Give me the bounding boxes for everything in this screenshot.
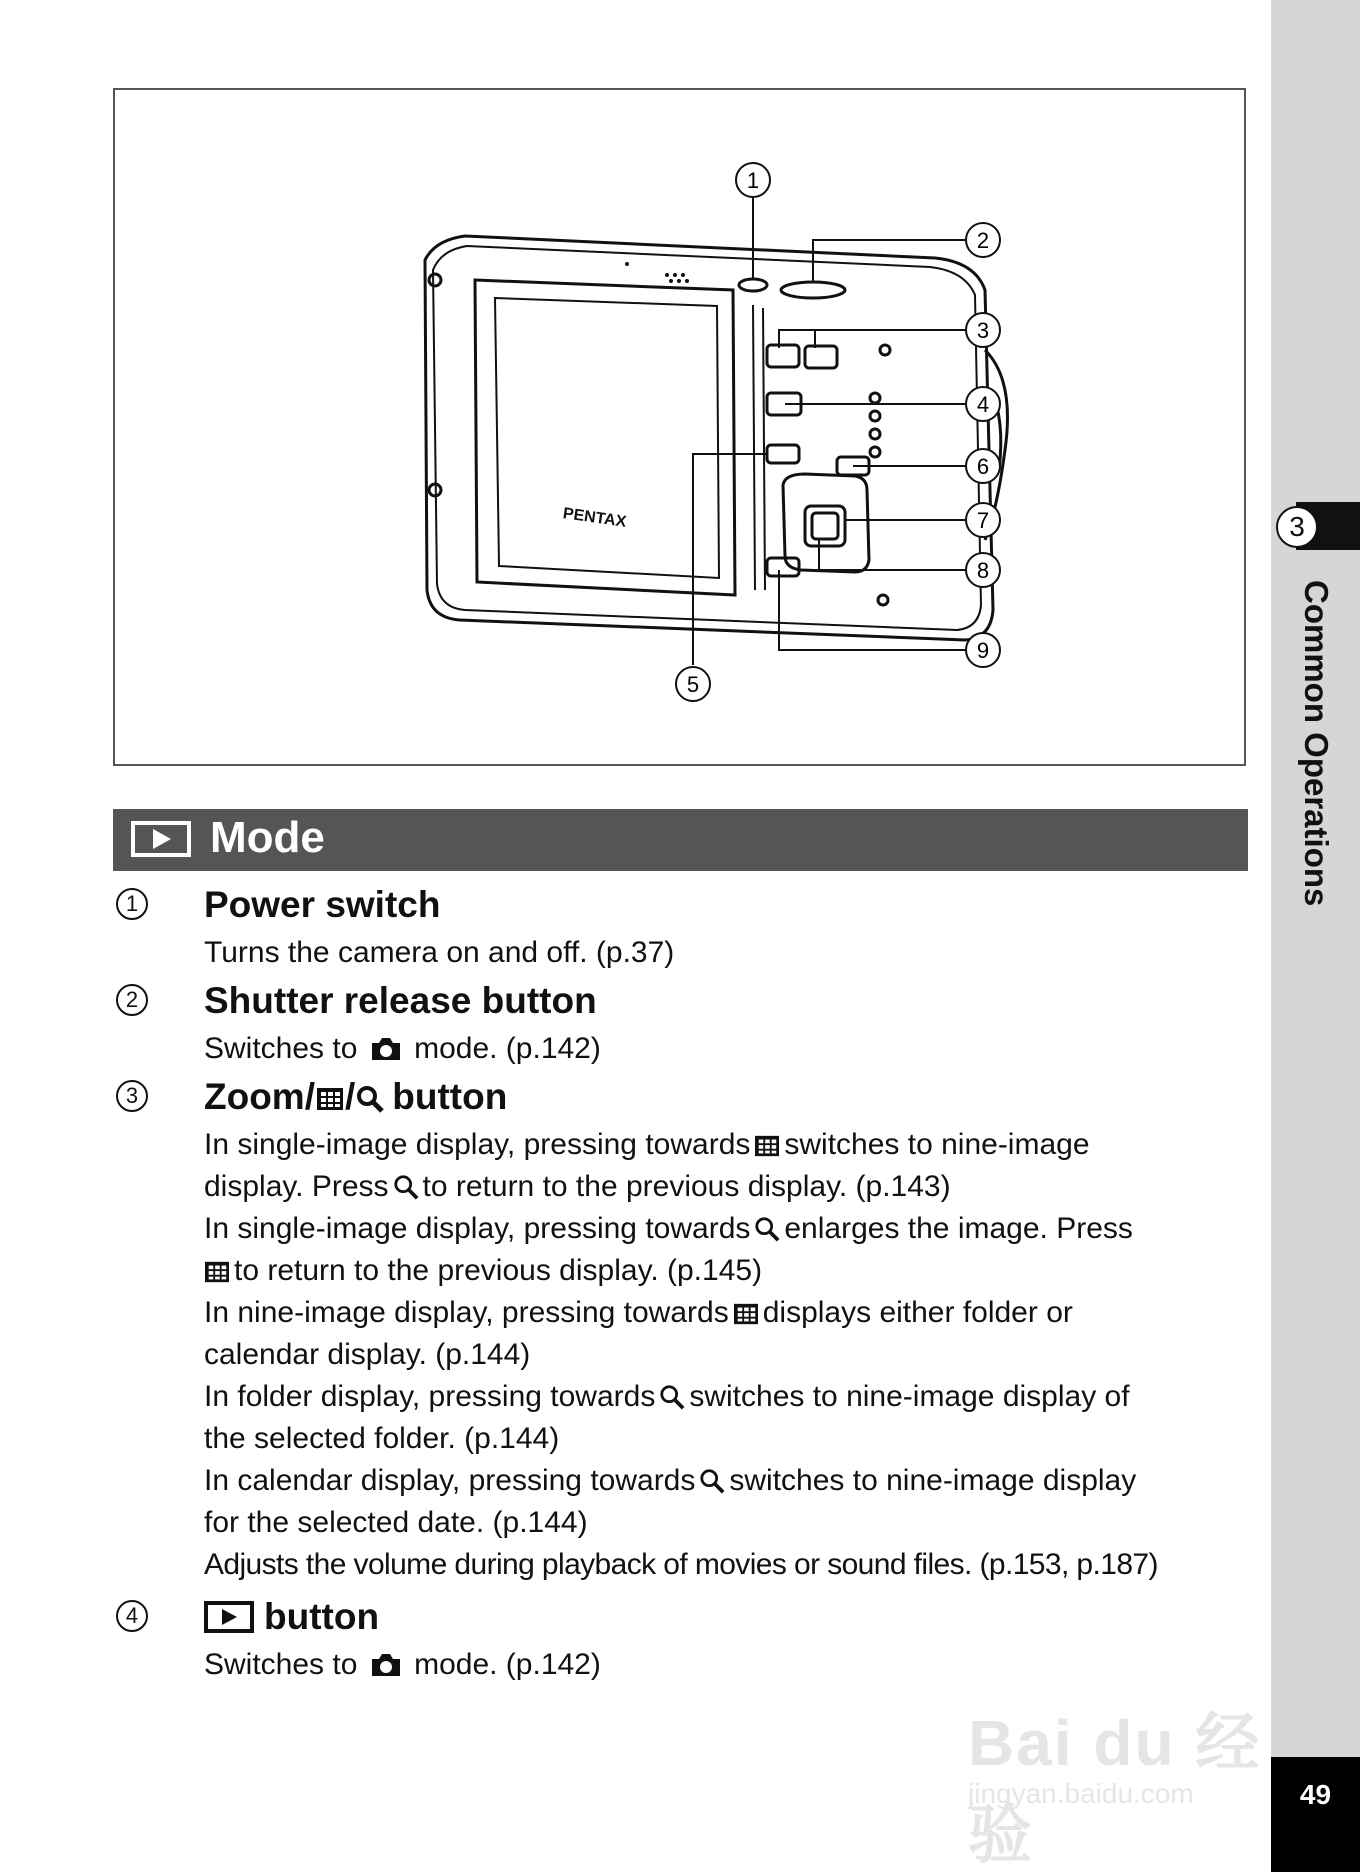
svg-text:8: 8 (976, 558, 990, 583)
watermark-logo (968, 1670, 1268, 1871)
description-line: Adjusts the volume during playback of movies or sound files. (p.153, p.187) (204, 1548, 1158, 1581)
callout-3 (966, 313, 1000, 347)
text-fragment: mode. (p.142) (414, 1032, 601, 1065)
watermark-text: Bai du 经验 (968, 1707, 1262, 1871)
camera-icon (370, 1652, 402, 1678)
callout-6 (966, 449, 1000, 483)
item-number: 1 (116, 888, 148, 920)
text-fragment: / (344, 1076, 356, 1117)
svg-text:7: 7 (976, 508, 990, 533)
magnifier-icon (393, 1174, 419, 1200)
playback-icon (131, 821, 191, 857)
item-heading: Power switch (204, 884, 441, 925)
description-line: calendar display. (p.144) (204, 1338, 531, 1371)
text-fragment: mode. (p.142) (414, 1648, 601, 1681)
item-description (204, 932, 1254, 974)
description-line: In folder display, pressing towards switches to nine-image display of (204, 1380, 1130, 1413)
chapter-title: Common Operations (1298, 580, 1335, 907)
camera-body (425, 236, 1008, 640)
description-line: In single-image display, pressing towards enlarges the image. Press (204, 1212, 1133, 1245)
grid-icon (733, 1302, 759, 1326)
section-header (113, 809, 1248, 871)
text-fragment: Switches to (204, 1648, 358, 1681)
text-fragment: button (392, 1076, 508, 1117)
item-number: 3 (116, 1080, 148, 1112)
page-number: 49 (1271, 1757, 1360, 1872)
grid-icon (204, 1260, 230, 1284)
description-line: display. Press to return to the previous display. (p.143) (204, 1170, 951, 1203)
grid-icon (754, 1134, 780, 1158)
callout-4 (966, 387, 1000, 421)
svg-text:1: 1 (746, 168, 760, 193)
item-number: 2 (116, 984, 148, 1016)
description-line: for the selected date. (p.144) (204, 1506, 588, 1539)
item-description (204, 1124, 1254, 1586)
description-line: Turns the camera on and off. (p.37) (204, 936, 675, 969)
svg-text:5: 5 (686, 672, 700, 697)
svg-text:3: 3 (976, 318, 990, 343)
camera-icon (370, 1036, 402, 1062)
speaker-grille (625, 262, 689, 283)
magnifier-icon (659, 1384, 685, 1410)
magnifier-icon (356, 1085, 384, 1113)
svg-text:6: 6 (976, 454, 990, 479)
grid-icon (316, 1085, 344, 1113)
section-title: Mode (210, 813, 325, 862)
playback-icon (204, 1601, 254, 1633)
text-fragment: Zoom/ (204, 1076, 315, 1117)
magnifier-icon (754, 1216, 780, 1242)
brand-logo: PENTAX (561, 505, 628, 531)
callout-7 (966, 503, 1000, 537)
item-heading (204, 1076, 507, 1118)
callout-8 (966, 553, 1000, 587)
description-line (204, 1028, 1254, 1070)
item-heading: Shutter release button (204, 980, 597, 1021)
camera-back-illustration (115, 90, 1248, 768)
callout-1 (736, 163, 770, 197)
description-line: the selected folder. (p.144) (204, 1422, 560, 1455)
description-line: In calendar display, pressing towards switches to nine-image display (204, 1464, 1137, 1497)
callout-5 (676, 667, 710, 701)
camera-figure (113, 88, 1246, 766)
description-line: to return to the previous display. (p.145) (204, 1250, 1254, 1292)
callout-9 (966, 633, 1000, 667)
description-line: In single-image display, pressing towards switches to nine-image (204, 1128, 1090, 1161)
watermark-url: jingyan.baidu.com (968, 1778, 1194, 1809)
item-heading (204, 1596, 379, 1638)
svg-text:2: 2 (976, 228, 990, 253)
callout-2 (966, 223, 1000, 257)
item-description (204, 1028, 1254, 1070)
svg-text:4: 4 (976, 392, 990, 417)
text-fragment: Switches to (204, 1032, 358, 1065)
text-fragment: button (264, 1596, 380, 1637)
description-line: In nine-image display, pressing towards displays either folder or (204, 1296, 1073, 1329)
chapter-number: 3 (1276, 506, 1318, 548)
chapter-side-tab (1271, 0, 1360, 1872)
item-number: 4 (116, 1600, 148, 1632)
svg-text:9: 9 (976, 638, 990, 663)
magnifier-icon (699, 1468, 725, 1494)
